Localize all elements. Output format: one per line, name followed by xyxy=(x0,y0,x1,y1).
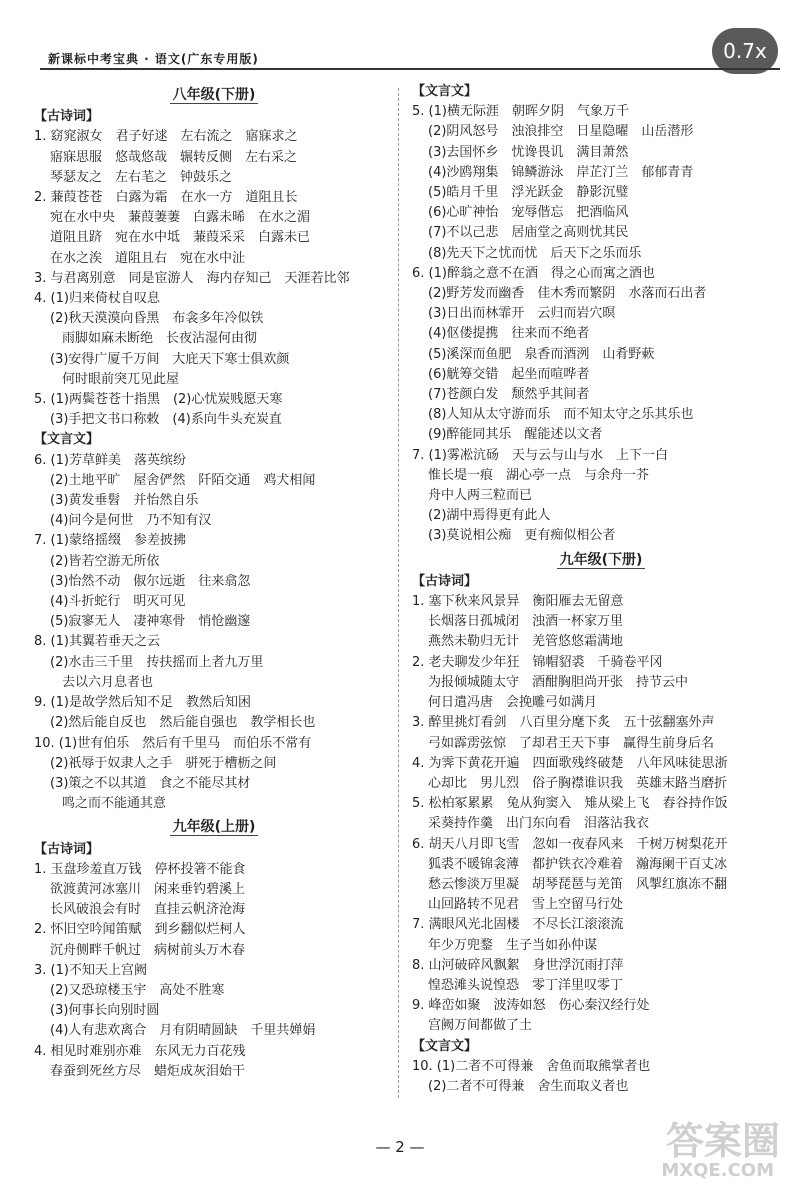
answer-line: 3. 与君离别意 同是宦游人 海内存知己 天涯若比邻 xyxy=(34,270,350,286)
answer-line: 在水之涘 道阻且右 宛在水中沚 xyxy=(50,250,246,266)
answer-line: 琴瑟友之 左右芼之 钟鼓乐之 xyxy=(50,169,233,185)
answer-line: 9. 峰峦如聚 波涛如怒 伤心秦汉经行处 xyxy=(412,998,650,1014)
answer-line: (4)斗折蛇行 明灭可见 xyxy=(50,594,186,610)
grade-heading xyxy=(34,817,394,837)
answer-line: (3)怡然不动 俶尔远逝 往来翕忽 xyxy=(50,573,251,589)
answer-line: 何时眼前突兀见此屋 xyxy=(62,371,180,387)
answer-line: (2)水击三千里 抟扶摇而上者九万里 xyxy=(50,654,264,670)
answer-line: (4)沙鸥翔集 锦鳞游泳 岸芷汀兰 郁郁青青 xyxy=(428,164,694,180)
answer-line: 长风破浪会有时 直挂云帆济沧海 xyxy=(50,902,246,918)
answer-line: 5. (1)横无际涯 朝晖夕阴 气象万千 xyxy=(412,104,629,120)
answer-line: (8)先天下之忧而忧 后天下之乐而乐 xyxy=(428,245,642,261)
answer-line: (2)阴风怒号 浊浪排空 日星隐曜 山岳潜形 xyxy=(428,124,694,140)
section-heading: 【文言文】 xyxy=(412,1038,478,1054)
answer-line: (7)苍颜白发 颓然乎其间者 xyxy=(428,387,590,403)
answer-line: 9. (1)是故学然后知不足 教然后知困 xyxy=(34,695,251,711)
answer-line: 心却比 男儿烈 俗子胸襟谁识我 英雄末路当磨折 xyxy=(428,775,728,791)
answer-line: 2. 老夫聊发少年狂 锦帽貂裘 千骑卷平冈 xyxy=(412,654,663,670)
answer-line: 春蚕到死丝方尽 蜡炬成灰泪始干 xyxy=(50,1063,246,1079)
answer-line: (3)莫说相公痴 更有痴似相公者 xyxy=(428,528,616,544)
answer-line: 燕然未勒归无计 羌管悠悠霜满地 xyxy=(428,634,624,650)
answer-line: 惟长堤一痕 湖心亭一点 与余舟一芥 xyxy=(428,467,650,483)
answer-line: 4. (1)归来倚杖自叹息 xyxy=(34,291,160,307)
answer-line: 道阻且跻 宛在水中坻 蒹葭采采 白露未已 xyxy=(50,230,311,246)
answer-line: 10. (1)二者不可得兼 舍鱼而取熊掌者也 xyxy=(412,1058,651,1074)
answer-line: (2)二者不可得兼 舍生而取义者也 xyxy=(428,1078,629,1094)
answer-line: 宫阙万间都做了土 xyxy=(428,1018,533,1034)
answer-line: 7. (1)雾凇沆砀 天与云与山与水 上下一白 xyxy=(412,447,668,463)
answer-line: (3)安得广厦千万间 大庇天下寒士俱欢颜 xyxy=(50,351,290,367)
answer-line: (5)溪深而鱼肥 泉香而酒洌 山肴野蔌 xyxy=(428,346,655,362)
playback-speed-badge[interactable]: 0.7x xyxy=(712,28,778,74)
answer-line: 采葵持作羹 出门东向看 泪落沾我衣 xyxy=(428,816,650,832)
grade-heading-text: 九年级(下册) xyxy=(557,552,646,569)
answer-line: 为报倾城随太守 酒酣胸胆尚开张 持节云中 xyxy=(428,674,689,690)
answer-line: 5. 松柏冢累累 兔从狗窦入 雉从梁上飞 舂谷持作饭 xyxy=(412,796,728,812)
answer-line: (2)又恐琼楼玉宇 高处不胜寒 xyxy=(50,982,225,998)
section-heading: 【古诗词】 xyxy=(412,573,478,589)
grade-heading-text: 八年级(下册) xyxy=(170,87,259,104)
answer-line: (5)寂寥无人 凄神寒骨 悄怆幽邃 xyxy=(50,614,251,630)
answer-line: 雨脚如麻未断绝 长夜沾湿何由彻 xyxy=(62,331,258,347)
grade-heading xyxy=(34,85,394,105)
answer-line: 4. 相见时难别亦难 东风无力百花残 xyxy=(34,1043,246,1059)
answer-line: 3. 醉里挑灯看剑 八百里分麾下炙 五十弦翻塞外声 xyxy=(412,715,715,731)
answer-line: (3)何事长向别时圆 xyxy=(50,1003,160,1019)
answer-line: 年少万兜鍪 生子当如孙仲谋 xyxy=(428,937,598,953)
right-column xyxy=(412,82,790,1097)
answer-line: 8. (1)其翼若垂天之云 xyxy=(34,634,160,650)
answer-line: 6. 胡天八月即飞雪 忽如一夜春风来 千树万树梨花开 xyxy=(412,836,728,852)
answer-line: 何日遣冯唐 会挽雕弓如满月 xyxy=(428,695,598,711)
answer-line: 鸣之而不能通其意 xyxy=(62,796,167,812)
answer-line: (4)人有悲欢离合 月有阴晴圆缺 千里共婵娟 xyxy=(50,1023,316,1039)
answer-line: 欲渡黄河冰塞川 闲来垂钓碧溪上 xyxy=(50,881,246,897)
answer-line: 6. (1)醉翁之意不在酒 得之心而寓之酒也 xyxy=(412,265,655,281)
answer-line: (7)不以己悲 居庙堂之高则忧其民 xyxy=(428,225,629,241)
answer-line: 1. 玉盘珍羞直万钱 停杯投箸不能食 xyxy=(34,861,246,877)
answer-line: (3)黄发垂髫 并怡然自乐 xyxy=(50,493,199,509)
answer-line: 长烟落日孤城闭 浊酒一杯家万里 xyxy=(428,614,624,630)
answer-line: 1. 窈窕淑女 君子好逑 左右流之 寤寐求之 xyxy=(34,129,298,145)
answer-line: (2)秋天漠漠向昏黑 布衾多年冷似铁 xyxy=(50,311,264,327)
section-heading: 【文言文】 xyxy=(412,84,478,99)
grade-heading-text: 九年级(上册) xyxy=(170,819,259,836)
answer-line: 狐裘不暖锦衾薄 都护铁衣冷难着 瀚海阑干百丈冰 xyxy=(428,856,728,872)
answer-line: 宛在水中央 蒹葭萋萋 白露未晞 在水之湄 xyxy=(50,210,311,226)
left-column xyxy=(34,82,394,1082)
page-number: — 2 — xyxy=(375,1138,425,1156)
answer-line: (2)祇辱于奴隶人之手 骈死于槽枥之间 xyxy=(50,755,277,771)
answer-line: 舟中人两三粒而已 xyxy=(428,488,533,504)
answer-line: 1. 塞下秋来风景异 衡阳雁去无留意 xyxy=(412,594,624,610)
answer-line: 2. 怀旧空吟闻笛赋 到乡翻似烂柯人 xyxy=(34,922,246,938)
answer-line: 3. (1)不知天上宫阙 xyxy=(34,962,147,978)
section-heading: 【古诗词】 xyxy=(34,841,100,857)
column-divider xyxy=(398,88,399,1098)
answer-line: 愁云惨淡万里凝 胡琴琵琶与羌笛 风掣红旗冻不翻 xyxy=(428,876,728,892)
answer-line: 去以六月息者也 xyxy=(62,674,154,690)
answer-line: 沉舟侧畔千帆过 病树前头万木春 xyxy=(50,942,246,958)
answer-line: (8)人知从太守游而乐 而不知太守之乐其乐也 xyxy=(428,407,694,423)
answer-line: (3)去国怀乡 忧谗畏讥 满目萧然 xyxy=(428,144,629,160)
answer-line: 弓如霹雳弦惊 了却君王天下事 赢得生前身后名 xyxy=(428,735,715,751)
watermark-site: MXQE.COM xyxy=(661,1160,774,1181)
watermark-logo: 答案圈 xyxy=(665,1119,780,1163)
answer-line: 惶恐滩头说惶恐 零丁洋里叹零丁 xyxy=(428,977,624,993)
answer-line: (6)觥筹交错 起坐而喧哗者 xyxy=(428,366,590,382)
section-heading: 【古诗词】 xyxy=(34,109,100,125)
answer-line: 6. (1)芳草鲜美 落英缤纷 xyxy=(34,452,186,468)
answer-line: 8. 山河破碎风飘絮 身世浮沉雨打萍 xyxy=(412,957,624,973)
answer-line: (4)问今是何世 乃不知有汉 xyxy=(50,513,212,529)
answer-line: (2)土地平旷 屋舍俨然 阡陌交通 鸡犬相闻 xyxy=(50,472,316,488)
grade-heading xyxy=(412,550,790,570)
answer-line: (5)皓月千里 浮光跃金 静影沉璧 xyxy=(428,185,629,201)
answer-line: (2)皆若空游无所依 xyxy=(50,553,160,569)
answer-line: 7. (1)蒙络摇缀 参差披拂 xyxy=(34,533,186,549)
answer-line: 10. (1)世有伯乐 然后有千里马 而伯乐不常有 xyxy=(34,735,312,751)
header-rule xyxy=(40,68,780,70)
answer-line: 山回路转不见君 雪上空留马行处 xyxy=(428,897,624,913)
answer-line: (9)醉能同其乐 醒能述以文者 xyxy=(428,427,603,443)
answer-line: (3)策之不以其道 食之不能尽其材 xyxy=(50,775,251,791)
book-header-title: 新课标中考宝典 · 语文(广东专用版) xyxy=(48,52,259,66)
answer-line: (4)伛偻提携 往来而不绝者 xyxy=(428,326,590,342)
answer-line: 2. 蒹葭苍苍 白露为霜 在水一方 道阻且长 xyxy=(34,190,298,206)
answer-line: 5. (1)两鬓苍苍十指黑 (2)心忧炭贱愿天寒 xyxy=(34,392,283,408)
answer-line: 7. 满眼风光北固楼 不尽长江滚滚流 xyxy=(412,917,624,933)
answer-line: (3)日出而林霏开 云归而岩穴暝 xyxy=(428,306,616,322)
answer-line: (6)心旷神怡 宠辱偕忘 把酒临风 xyxy=(428,205,629,221)
answer-line: 4. 为霁下黄花开遍 四面歌残终破楚 八年风味徒思浙 xyxy=(412,755,728,771)
answer-line: (3)手把文书口称敕 (4)系向牛头充炭直 xyxy=(50,412,282,428)
answer-line: (2)然后能自反也 然后能自强也 教学相长也 xyxy=(50,715,316,731)
answer-line: (2)野芳发而幽香 佳木秀而繁阴 水落而石出者 xyxy=(428,286,707,302)
answer-line: 寤寐思服 悠哉悠哉 辗转反侧 左右采之 xyxy=(50,149,298,165)
section-heading: 【文言文】 xyxy=(34,432,100,448)
answer-line: (2)湖中焉得更有此人 xyxy=(428,508,551,524)
